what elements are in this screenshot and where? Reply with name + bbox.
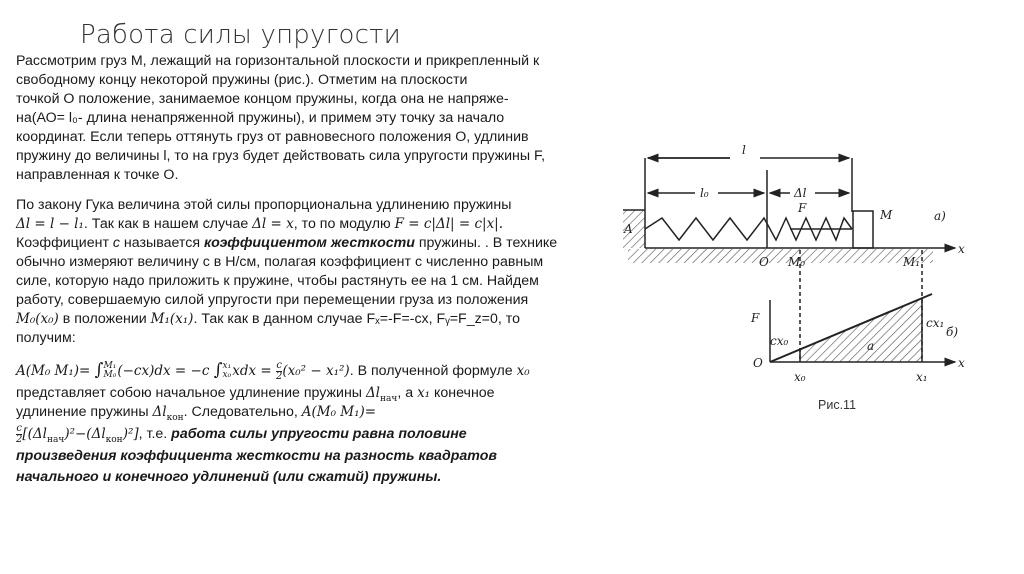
text: . В полученной формуле <box>349 363 517 379</box>
formula: x₀ <box>516 363 530 379</box>
label-o-top: O <box>759 255 769 269</box>
text-line: свободному концу некоторой пружины (рис.). Отметим на плоскости <box>16 72 468 88</box>
text-line: Рассмотрим груз М, лежащий на горизонтальной плоскости и прикрепленный к <box>16 53 540 69</box>
text: . Так как в данном случае Fₓ=-F=-cx, Fᵧ=F_z=0, то <box>193 311 520 327</box>
label-m1: M₁ <box>903 255 921 269</box>
text: . Так как в нашем случае <box>83 216 253 232</box>
subscript: кон <box>105 434 123 445</box>
paragraph-hooke <box>16 196 557 348</box>
integral-limits <box>223 362 232 380</box>
label-cx0: cx₀ <box>770 334 789 348</box>
paragraph-work <box>16 356 530 488</box>
upper-limit: M₁ <box>103 361 117 372</box>
slide-title: Работа силы упругости <box>80 20 401 50</box>
text: удлинение пружины <box>16 404 153 420</box>
emphasis: коэффициентом жесткости <box>203 235 415 251</box>
label-m: M <box>880 208 893 222</box>
label-l: l <box>742 143 746 157</box>
label-x-top: x <box>958 242 965 256</box>
upper-limit: x₁ <box>222 361 232 372</box>
text-line <box>16 422 530 446</box>
formula: (x₀² − x₁²) <box>282 363 350 379</box>
formula: F = c|Δl| = c|x|. <box>394 216 504 232</box>
label-a-case: а) <box>934 209 946 223</box>
text-line <box>16 384 530 403</box>
label-a-point: A <box>624 222 633 236</box>
text-line: получим: <box>16 330 76 346</box>
text: конечное <box>430 385 495 401</box>
text-line: координат. Если теперь оттянуть груз от равновесного положения О, удлинив <box>16 129 529 145</box>
lower-limit: M₀ <box>103 370 117 381</box>
lower-limit: x₀ <box>222 370 232 381</box>
text-line: силе, которую надо приложить к пружине, чтобы растянуть ее на 1 см. Найдем <box>16 273 539 289</box>
emphasis: работа силы упругости равна половине <box>171 426 467 442</box>
subscript: нач <box>46 434 65 445</box>
spring-figure <box>620 140 1000 400</box>
numerator: c <box>16 422 22 434</box>
formula: M₀(x₀) <box>16 311 59 327</box>
label-f-axis: F <box>751 311 760 325</box>
formula: [(Δl <box>22 426 47 442</box>
label-b-case: б) <box>946 325 959 339</box>
label-x1: x₁ <box>916 370 928 384</box>
text: в положении <box>58 311 151 327</box>
text: , т.е. <box>138 426 172 442</box>
formula: A(M₀ M₁)= <box>16 363 95 379</box>
text: Коэффициент <box>16 235 113 251</box>
formula: Δl = l − l₁ <box>16 216 84 232</box>
formula: Δl <box>152 404 167 420</box>
text-line: пружину до величины l, то на груз будет действовать сила упругости пружины F, <box>16 148 546 164</box>
text-line: обычно измеряют величину c в Н/см, полагая коэффициент c численно равным <box>16 254 544 270</box>
formula: Δl <box>365 385 381 401</box>
text: представляет собою начальное удлинение пружины <box>16 385 366 401</box>
text-line: на(АО= l₀- длина ненапряженной пружины), и примем эту точку за начало <box>16 110 505 126</box>
text-line: направленная к точке О. <box>16 167 179 183</box>
work-area <box>800 298 922 362</box>
formula-line <box>16 356 530 384</box>
formula: Δl = x <box>252 216 294 232</box>
text-line <box>16 310 557 329</box>
text: . Следовательно, <box>183 404 302 420</box>
text: пружины. . В технике <box>414 235 558 251</box>
emphasis-line: произведения коэффициента жесткости на разность квадратов <box>16 448 497 464</box>
text-line <box>16 234 557 253</box>
integral-limits <box>104 362 117 380</box>
formula: x₁ <box>417 385 431 401</box>
subscript: кон <box>166 412 184 423</box>
text-line: работу, совершаемую силой упругости при перемещении груза из положения <box>16 292 529 308</box>
label-area: a <box>867 339 875 353</box>
label-m0: M₀ <box>788 255 806 269</box>
text: , а <box>397 385 418 401</box>
text-line <box>16 215 557 234</box>
numerator: c <box>276 359 282 371</box>
text: c <box>112 235 120 251</box>
formula: )²−(Δl <box>64 426 106 442</box>
text-line: точкой О положение, занимаемое концом пружины, когда она не напряже- <box>16 91 509 107</box>
label-cx1: cx₁ <box>926 316 945 330</box>
text: , то по модулю <box>293 216 395 232</box>
denominator: 2 <box>276 370 283 382</box>
label-f-top: F <box>798 201 807 215</box>
integral-sign: ∫ <box>213 360 223 380</box>
integral-sign: ∫ <box>94 360 104 380</box>
formula: )²] <box>122 426 139 442</box>
emphasis-line: начального и конечного удлинений (или сжатий) пружины. <box>16 469 442 485</box>
denominator: 2 <box>16 433 23 445</box>
formula: M₁(x₁) <box>150 311 194 327</box>
label-dl: Δl <box>794 186 807 200</box>
label-o-bottom: O <box>753 356 763 370</box>
ground-hatch <box>628 249 933 263</box>
mass-block <box>853 211 873 248</box>
label-l0: l₀ <box>700 186 709 200</box>
label-x0: x₀ <box>794 370 806 384</box>
formula: A(M₀ M₁)= <box>301 404 377 420</box>
subscript: нач <box>380 393 398 404</box>
text-line: По закону Гука величина этой силы пропорциональна удлинению пружины <box>16 197 512 213</box>
paragraph-intro <box>16 52 545 185</box>
text: называется <box>119 235 204 251</box>
text-line <box>16 403 530 422</box>
figure-caption: Рис.11 <box>818 398 857 412</box>
formula: (−cx)dx = −c <box>117 363 214 379</box>
formula: xdx = <box>232 363 276 379</box>
label-x-bottom: x <box>958 356 965 370</box>
